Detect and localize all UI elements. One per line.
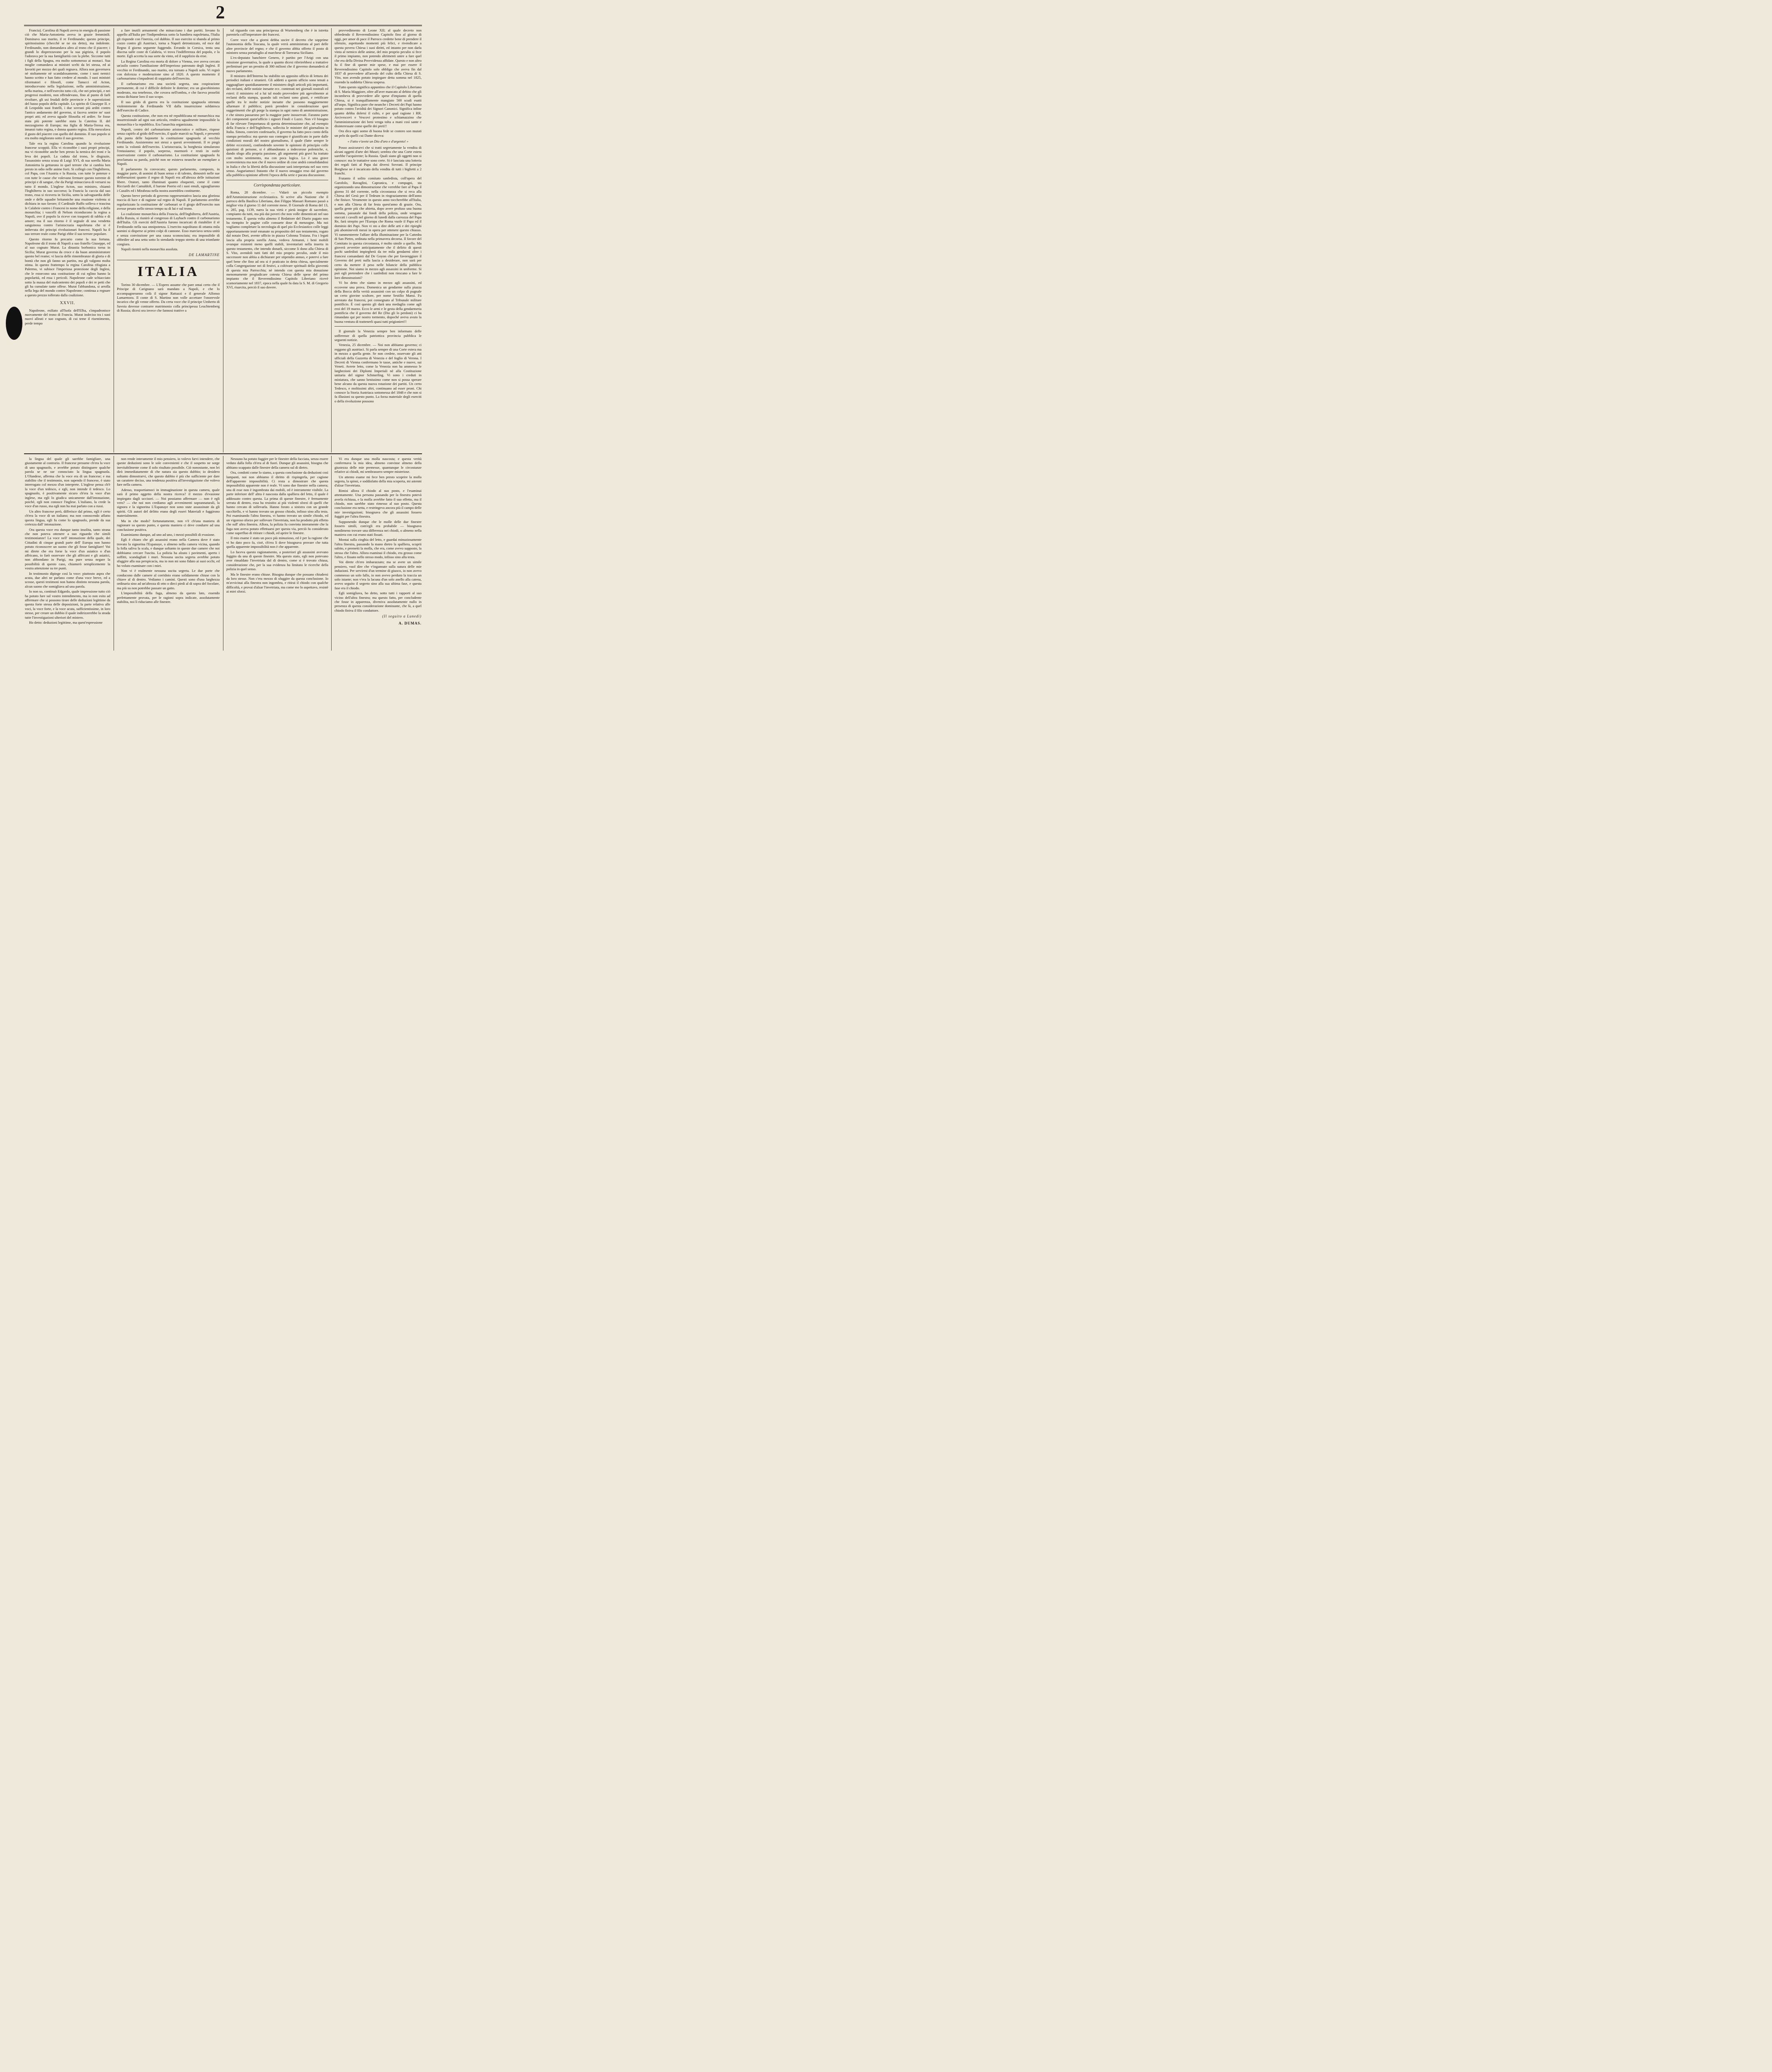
paragraph: Il giornale la Venezia sempre ben informato delle sofferenze di quella patriottica provincia pubblica le seguenti notizie. (335, 329, 422, 342)
paragraph: Supponendo dunque che le molle delle due finestre fossero simili, com'egli era probabile — bisognava nondimeno trovare una differenza nei chiodi, o almeno nella maniera con cui erano stati fissati. (335, 519, 422, 537)
paragraph: Francia). Carolina di Napoli aveva in energia di passione ciò che Maria-Antonietta aveva in grazie femminili. Dominava suo marito, il re Ferdinando; questo principe, spiritosissimo (checchè se ne sia detto), ma indolente. Ferdinando, non domandava altro al trono che il piacere; i grandi lo disprezzavano per la sua pigrizia, il popolo l'adorava per la sua famigliarità con la plebe. Siccome tutti i figli della Spagna, era molto sottomesso ai monaci. Sua moglie comandava ai ministri scelti da lei stessa, ed ai favoriti per mezzo dei quali regnava. Allora non governava nè stoltamente nè scandalosamente, come i suoi nemici hanno scritto e han fatto credere al mondo. I suoi ministri riformatori e filosofi, come Tanucci ed Acton, introducevano nella legislazione, nella amministrazione, nella marina, e nell'esercito tutto ciò, che nei principii, e nei progressi moderni, non offendevano, fino al punto di farli rivoltare, gli usi feudali delle provincie e le superstizioni del basso popolo della capitale. Lo spirito di Giuseppe II. e di Leopoldo suoi fratelli, i due sovrani più arditi contro l'antico andamento del governo, si faceva sentire ne' suoi propri atti; ed aveva uguale filosofia ed ardire. Se fosse stata più potente sarebbe stata la Caterina II. del mezzogiorno di Europa; ma figlia di Maria-Teresa era, innanzi tutto regina, e donna quanto regina. Ella mescolava il gusto del piacere con quello del dominio. Il suo popolo si era molto migliorato sotto il suo governo. (25, 28, 110, 140)
paragraph: Il ministro dell'Interno ha stabilito un apposito ufficio di lettura dei periodici italiani e stranieri. Gli addetti a questo ufficio sono tenuti a ragguagliare quotidianamente il ministero degli articoli più importanti, dei reclami, delle notizie inesatte ecc. contenuti nei giornali nostrali ed esteri: il ministero ed a lui tal modo provvedere più agevolmente ai reclami della stampa, quando tali reclami sono giusti, e rettificare quelle tra le molte notizie inesatte che possono maggiormente allarmare il pubblico; potrà prendere in considerazione quei suggerimenti che gli porge la stampa in ogni ramo di amministrazione, e che sinora passarono per la maggior parte inosservati. Faranno parte dei componenti quest'ufficio i signori Finali e Luzzi. Non v'è bisogno di far rilevare l'importanza di questa determinazione che, ad esempio della Francia e dell'Inghilterra, sollecita le ministre del giornalista in Italia. Sinora, convien confessarlo, il governo ha fatto poco conto della stampa periodica: ma questo suo contegno è giustificato in parte dalle condizioni morali del nostro giornalismo, il quale (fatte sempre le debite eccezioni), confondendo sovente le opinioni di principio colle quistioni di persone, si è abbandonato a indecorose polemiche, e, dando sfogo alla propria passione, gli argomenti più gravi ha trattato con molto sentimento, ma con poca logica. Lo è una grave sconvenienza ma non che il nuovo ordine di cose andrà consolidandosi in Italia e che la libertà della discussione sarà interpretata nel suo vero senso. Auguriamoci fratanto che il nuovo omaggio reso dal governo alla pubblica opinione affretti l'epoca della serie e pacata discussione. (226, 74, 328, 177)
paragraph: Napoli, centro del carbonarismo aristocratico e militare, rispose senza capirlo al grido dell'esercito, il quale marciò su Napoli, e presentò alla punta delle bajonette la costituzione spagnuola al vecchio Ferdinando. Assistemmo noi stessi a questi avvenimenti. Il re piegò sotto la volontà dell'esercito. L'aristocrazia, la borghesia simularono l'entusiasmo; il popolo, sorpreso, mormorò e restò in ostile osservazione contro il carbonarismo. La costituzione spagnuola fu proclamata su parola, poichè non ne esisteva neanche un esemplare a Napoli. (117, 127, 220, 166)
paragraph: Egli somigliava, ho detto, sotto tutti i rapporti al suo vicino dell'altra finestra; ma questo fatto, per concludente che fosse in apparenza, diveniva assolutamente nullo in presenza di questa considerazione dominante, che là, a quel chiodo finiva il filo conduttore. (335, 591, 422, 612)
paragraph: tal riguardo con una principessa di Wurtemberg che è in istretta parentela coll'imperatore dei francesi. (226, 28, 328, 37)
paragraph: Adesso, trasportiamoci in immaginazione in questa camera, quale sarà il primo oggetto della nostra ricerca? il mezzo d'evasione impiegato dagli uccisori. — Noi possiamo affermare — non è egli vero? — che noi non crediamo agli avvenimenti soprannaturali, la signora e la signorina L'Espanaye non sono state assassinate da gli spiriti. Gli autori del delitto erano degli esseri Materiali e fuggirono materialmente. (117, 487, 220, 518)
paragraph: Io non so, continuò Edgardo, quale impressione tutto ciò ha potuto fare sul vostro intendimento, ma io non esito ad affermare che si possono tirare delle deduzioni legittime da questa forte stessa delle deposizioni, la parte relativa alle voci, la voce forte, e la voce acuta, sufficientissime, in loro stesse, per creare un dubbio il quale indirizzerebbe la strada tutte l'investigazioni ulteriori del mistero. (25, 589, 110, 620)
paragraph: Un attento esame mi fece ben presto scoprire la molla segreta, la spinsi, e soddisfatto della mia scoperta, mi astenni d'alzar l'invetriata. (335, 474, 422, 488)
paragraph: Un altro francese però, differisce dal primo, egli è certo ch'era la voce di un italiano; ma non conoscendo affatto questa lingua, egli fu come lo spagnuolo, prende da sua certezza dall' intonazione. (25, 509, 110, 527)
upper-column-1 (25, 28, 110, 453)
paragraph: Ora dica ogni uomo di buona fede se costoro son mutati un pelo da quelli cui Dante diceva: (335, 129, 422, 138)
column-divider (331, 28, 332, 453)
section-title-italia: ITALIA (137, 264, 199, 279)
lower-column-4 (335, 457, 422, 651)
paragraph: Questo ritorno fu precario come la sua fortuna. Napoleone dà il trono di Napoli a suo fratello Giuseppe, ed al suo cognato Murat. La dinastia borbonica torna in Sicilia; Murat governa da croce e da buon amministratore questo bel reame; vi lascia delle rimembranze di gloria e di bontà che non gli fanno un partito, ma gli valgono molta stima. In questo frattempo la regina Carolina rifugiata a Palermo, vi subisce l'imperiosa protezione degli Inglesi, che le estorcono una costituzione di cui eglino hanno la popolarità, ed essa i pericoli. Napoleone cade schiacciato sotto la massa del malcontento dei popoli e dei re petti che gli ha cumulate tante offese. Murat l'abbandona, si arrolla nella lega del mondo contro Napoleone; continua a regnare a questo prezzo tollerato dalla coalizione. (25, 237, 110, 297)
paragraph: Vi ho detto che siamo in mezzo agli assassini, ed eccovene una prova. Domenica un gendarme sulla piazza della Bocca della verità assassinò con un colpo di pugnale un certo giovine scultore, per nome Sestilio Mansi. Fu arrestato dai francesi, poi consegnato al Tribunale militare pontificio. È così questo gli darà una medaglia come agli eroi del 19 marzo. Ecco le armi e le gesta della gendarmeria pontificia che il governo del Re (Dio gli lo perdoni) ci ha rimandato qui per nostro tormento, dopoché aveva avuto la buona ventura di trattenerli quasi tutti prigionieri!! (335, 281, 422, 324)
lower-column-3 (226, 457, 328, 651)
paragraph: L'impossibilità della fuga, almeno da questo lato, essendo perfettamente provata, per le ragioni sopra indicate, assolutamente stabilita, noi lì riduciamo alle finestre. (117, 591, 220, 604)
paragraph: Torino 30 dicembre. — L'Espero assume che pare omai certo che il Principe di Carignano sarà mandato a Napoli, e che lo accompagneranno colà il signor Rattazzi e il generale Alfonso Lamarmora. Il conte di S. Martino non volle accettare l'onorevole incarico che gli venne offerto. Da certa voce che il principe Umberto di Savoia dovesse contrarre matrimonio colla principessa Leuchtemberg di Russia; dicesi ora invece che fannosi trattive a (117, 282, 220, 313)
paragraph: Nessuno ha potuto fuggire per le finestre della facciata, senza essere veduto dalla folla ch'era al di fuori. Dunque gli assassini, bisogna che abbiano scappato dalle finestre della camera sul di dietro. (226, 457, 328, 470)
paragraph: Rimisi allora il chiodo al suo posto, e l'esaminai attentamente. Una persona passando per la finestra potevà averla richiusa, e la molla avrebbe fatto il suo effetto, ma il chiodo, non sarebbe stato rimesso al suo posto. Questa conclusione era netta, e restringeva ancora più il campo delle mie investigazioni; bisognava che gli assassini fossero fuggiti per l'altra finestra. (335, 488, 422, 519)
paragraph: provvedimento di Leone XII; al quale decreto non obbedendo il Reverendissimo Capitolo fino al giorno di oggi, per amor di pace il Parroco credette bene di prendere il silenzio, aspettando momenti più felici, e rivendicare a questa povera Chiesa i suoi diritti, ed intanto per non darla vinta al nemico delle anime, del mio proprio peculio si fece il primo impianto, non potendo altrimenti unire a fare quel che era della Divina Provvidenza affidate. Questo e non altro fu il fine di queste mie spese, e mai per essere il Reverendissimo Capitolo solo obbligo che aveva fin dal 1837 di provvedere all'arredo del culto della Chiesa di S. Vito, non avendo potuto impiegare detta somma nel 1825, essendo la suddetta Chiesa sospesa. (335, 28, 422, 84)
paragraph: Corre voce che a giorni debba uscire il decreto che sopprime l'autonomia della Toscana, la quale verrà amministrata al pari delle altre provincie del regno; e che il governo abbia offerto il posto di ministro senza portafoglio al marchese di Torrearsa Siciliano. (226, 37, 328, 55)
lower-column-1 (25, 457, 110, 651)
page-number: 2 (216, 2, 225, 22)
upper-column-2 (117, 28, 220, 453)
paragraph: Lo faceva questo ragionamento, a posteriori gli assassini avevano fuggito da una di queste finestre. Ma questo stato, egli non potevano aver rinsaldato l'invetriata dal di dentro, come si è trovato chiusa, considerazione che, per la sua evidenza ha limitato le ricerche della polizia in quel senso. (226, 549, 328, 571)
feuilleton-rule (24, 453, 422, 454)
newspaper-page (0, 0, 441, 656)
paragraph: Questo breve periodo di governo rappresentativo lascia una gloriosa traccia di luce e di ragione sul regno di Napoli. Il parlamento avrebbe regolarizzato la costituzione de' carbonari se il giogo dell'esercito non avesse pesato nello stesso tempo su di lui e sul trono. (117, 194, 220, 211)
header-rule (24, 25, 422, 26)
paragraph: Il mio esame è stato un poco più minuzioso, ed è per la ragione che vi ho dato poco fa, cioè, ch'era lì dove bisognava provare che tutta quella apparente impossibilità non è che apparente. (226, 536, 328, 549)
column-divider (331, 456, 332, 651)
paragraph: non rende interamente il mio pensiero, io volevo farvi intendere, che queste deduzioni sono le sole convenienti e che il sospetto ne sorge inevitabilmente come il solo risultato possibile. Ciò nonostante, non lei dirò immediatamente di che natura sia questo dubbio; io desidero soltanto dimostrarvi, che questo dubbio è più che sufficiente per dare un carattere deciso, una tendenza positiva all'investigazione che volevo fare nella camera. (117, 457, 220, 487)
paragraph: Napoli rientrò nella monarchia assoluta. (121, 247, 178, 251)
paragraph: Esaminiamo dunque, ad uno ad uno, i mezzi possibili di evasione. (121, 532, 215, 537)
paragraph: Napoleone, esiliato all'Isola dell'Elba, s'impadronisce nuovamente del trono di Francia. Murat indeciso tra i suoi nuovi alleati e suo cognato, di cui teme il risentimento, perde tempo (25, 308, 110, 325)
paragraph: Non vi è realmente nessuna uscita segreta. Le due porte che conducono dalle camere al corridoio erano solidamente chiuse con la chiave al di dentro. Vediamo i camini. Questi sono d'una larghezza ordinaria sino ad un'altezza di otto o dieci piedi al di sopra del focolare, ma più su non potrebbe passare un gatto. (117, 569, 220, 590)
paragraph: Ho detto: deduzioni legittime, ma quest'espressione (29, 620, 103, 625)
paragraph: Posso assicurarvi che si tratti segretamente la vendita di alcuni oggetti d'arte dei Musei; sembra che una Corte estera sarebbe l'acquirente; la Russia. Quali siano gli oggetti non si conosce: ma le trattative sono certe. Si è lanciata una lotteria dei regali fatti al Papa dai diversi Sovrani. Il principe Borghese ne è incaricato della vendita di tutti i biglietti a 2 franchi. (335, 145, 422, 175)
paragraph: La Regina Carolina era morta di dolore a Vienna, ove aveva cercato un'asilo contro l'umiliazione dell'imperioso patronato degli Inglesi. Il vecchio re Ferdinando, suo marito, era tornato a Napoli solo. Vi regnò con dolcezza e moderazione sino al 1820. A questo momento il carbonarismo s'impadronì di soppiatto dell'esercito. (117, 59, 220, 81)
paragraph: Roma, 28 dicembre. — Vidarò un piccolo esempio dell'Amministrazione ecclesiastica. Si scrive alla Nazione che il parroco della Basilica Liberiana, don Filippo Massari Romano passò a miglior vita il giorno 11 del corrente mese. Il Giornale di Roma del 13, n. 285, pag. 1139, narra la sua virtù e pietà insigne di sacerdote, compianto da tutti, ma più dai poveri che non volle dimenticati nel suo testamento. È questa volta almeno il Redattore del Diario pagato non ha riempito le pagine colle consuete dose di menzogne. Ma noi vogliamo completare la necrologia di quel pio Ecclesiastico colle leggi opportunamente testé emanate su propositio del suo testamento, rogato dal notaio Dori, avente ufficio in piazza Colonna Traiana. Fra i legati lascia alla propria sorella Anna, vedova Armanni, i beni mobili ovunque esistenti meno quelli stabili, inventariati nella inserta in questo testamento, che intendo donarli, siccome li dono alla Chiesa di S. Vito, avendoli tutti fatti del mio proprio peculio, onde il mio successore non abbia a dichiarare per stipendio annuo, e potervi a fare quel bene che fino ad ora si è praticato in detta chiesa, specialmente colla Congregazione nei dì festivi, a coltivare spirituali della gioventù di questa mia Parrocchia; nè intendo con questa mia donazione menomamente pregiudicare cotesta Chiesa delle spese del primo impianto che il Reverendissimo Capitolo Liberiano ricevè scamoriamente nel 1837, epoca nella quale fu data la S. M. di Gregorio XVI, risarcita, perciò il suo dovere. (226, 190, 328, 290)
ink-blot (6, 307, 22, 340)
upper-column-4 (335, 28, 422, 453)
paragraph: Questa costituzione, che non era nè repubblicana nè monarchica ma insurrezionale ad ogni suo articolo, rendeva ugualmente impossibile la monarchia e la repubblica. Era l'anarchia organizzata. (117, 113, 220, 126)
paragraph: Ma le finestre erano chiuse. Bisogna dunque che possano chiudersi da loro stesse. Non c'era mezzo di sfuggire da questa conclusione. Io m'avvicinai alla finestra non ingombra, e ritirai il chiodo con qualche difficoltà, e provai d'alzar l'invetriata, ma come me lo aspettavo, resistè ai miei sforzi. (226, 572, 328, 594)
paragraph: Il carbonarismo era una società segreta, una cospirazione permanente, di cui è difficile definire le dottrine; era un giacobinismo moderato, ma tenebroso, che covava nell'ombra, e che faceva proseliti senza dichiarar loro il suo scopo. (117, 81, 220, 99)
paragraph: In testimonio dipinge così la voce: piuttosto aspra che acuta, due altri ne parlano come d'una voce breve, ed a scosse, questi testimoni non hanno distinto nessuna parola, alcun suono che somigliava ad una parola. (25, 571, 110, 588)
paragraph: La coalizione monarchica della Francia, dell'Inghilterra, dell'Austria, della Russia, si riunirò al congresso di Laybach contro il carbonarismo dell'Italia. Gli eserciti dell'Austria furono incaricati di ristabilire il rè Ferdinando nella sua onnipotenza. L'esercito napolitano di ottanta mila uomini si disperse ai primi colpi di cannone. Esso marciava senza unità e senza convinzione per una causa sconosciuta; era impossibile di obbedire ad una setta sotto lo stendardo troppo stretto di una trionfante congiura. (117, 211, 220, 246)
paragraph: Il parlamento fu convocato; questo parlamento, composto, in maggior parte, di uomini di buon senso e di talento, dimostrò nelle sue deliberazioni quanto il regno di Napoli era all'altezza delle istituzioni libere. Oratori, tanto illuminati quanto eloquenti, come il conte Ricciardi dei Camaldoli, il barone Poerio ed i suoi emuli, uguagliarono i Cazalès ed i Mirabeau nella nostra assemblea costituente. (117, 167, 220, 193)
paragraph: Venezia, 25 dicembre. — Noi non abbiamo governo; ci reggono gli austriaci. Si parla sempre di una Corte estera ma in mezzo a quella gente. Se non credete, osservate gli atti ufficiali della Gazzetta di Venezia e del foglio di Verona. I Decreti di Vienna confermano le tasse, antiche e nuove, sui Veneti. Avrete letto, come la Venezia non ha ammesso le larghezioni dei Diplomi Imperiali nè alla Costituzione unitaria del signor Schmerling. Vi sono i creduti in miniatura, che sanno benissimo come non si possa sperare bene alcuno da questa nuova rotazione dei partiti. Un certo Tedesco, e moltissimi altri, continuano ad esser proni. Chi conosce la Storia Austriaca sottomessa del 1848 e che non si fa illusioni su questo punto. La forza materiale degli eserciti o della rivoluzione possono (335, 343, 422, 403)
paragraph: Ma in che modo? fortunatamente, non v'è ch'una maniera di ragionare su questo punto, e questa maniera ci deve condurre ad una conclusione positiva. (117, 518, 220, 532)
section-heading: Corrispondenza particolare. (253, 183, 301, 188)
lower-column-2 (117, 457, 220, 651)
paragraph: Voi direte ch'ero imbarazzato; ma se avete un simile pensiero, vuol dire che v'ingannate sulla natura delle mie induzioni. Per servirmi d'un termine di giuoco, io non avevo commesso un solo fallo, io non avevo perduto la traccia un solo istante; non v'era la lacuna d'un solo anello alla catena, avevo seguito il segreto sino alla sua ultima fase, e questa fase era il chiodo. (335, 560, 422, 590)
paragraph: Vi era dunque una molla nascosta; e questa verità confermava la mia idea, almeno convinse almeno della giustezza delle mie premesse, quantunque le circostanze relative ai chiodi, mi sembrassero sempre misteriose. (335, 457, 422, 474)
quotation: « Fatto v'avete un Dio d'oro e d'argento! » (347, 139, 409, 144)
upper-column-3 (226, 28, 328, 453)
paragraph: Ora, condotti come lo siamo, a questa conclusione da deduzioni così lampanti, noi non abbiamo il diritto di rispingerla, per cagione dell'apparente impossibilità. Ci resta a dimostrare che questa impossibilità apparente non è reale. Vi sono due finestre nella camera; una di esse non è ingombrata dai mobili, ed è interamente visibile. La parte inferiore dell' altra è nascosta dalla spalliera del letto, il quale è addossato contro questa. La prima di queste finestre, è fermamente serrata di dentro, essa ha resistito ai più violenti sforzi di quelli che hanno cercato di sollevarla. Hanno forato a sinistra con un grande succhiello, e vi hanno trovato un grosso chiodo, infisso sino alla testa. Poi esaminando l'altra finestra, vi hanno trovato un simile chiodo, ed un vigoroso sforzo per sollevare l'invetriata, non ha prodotto più effetto che sull' altra finestra. Allora, la polizia fu convinta interamente che la fuga non aveva potuto effettuarsi per questa via, perciò fu considerato come superfluo di ritirare i chiodi, ed aprire le finestre. (226, 470, 328, 535)
author-signature: DE LAMARTINE (189, 253, 220, 257)
author-signature: A. DUMAS. (398, 621, 422, 625)
section-heading: XXVII. (60, 301, 75, 306)
paragraph: Il suo grido di guerra era la costituzione spagnuola ottenuta violentemente da Ferdinando VII dalla insurrezione soldatesca dell'esercito di Cadice. (117, 99, 220, 113)
continuation-note: (Il seguito a Lunedì) (382, 614, 422, 619)
paragraph: a fare inutili armamenti che minacciano i due partiti. Invano fa appello all'Italia per l'indipendenza sotto la bandiera napoletana, l'Italia gli risponde con l'inerzia, col dubbio. Il suo esercito si sbanda al primo cozzo contro gli Austriaci, torna a Napoli detronizzato, ed esce dal Regno il giorno seguente fuggendo. Errando in Corsica, tenta una discesa sulle coste di Calabria, vi trova l'indifferenza del popolo, e la morte. Egli accetta la sua sorte da vinto, ed il supplizio da eroe. (117, 28, 220, 58)
paragraph: Fratanto il solito comitato sanfedista, coll'opera del Garofolo, Ravaglini, Capranica, e compagni, sta organizzando una dimostrazione che verrebbe fare al Papa il giorno 31 del corrente, nella circostanza che si reca alla Chiesa del Gesù per il Tedeum in ringraziamento dell'anno che finisce. Veramente in questo anno toccherebbe all'Italia, e non alla Chiesa di far festa quest'anno di grazie. Ora, quella gente più che abietta, dopo avere profuso una buona somma, passatale dai fondi della polizia, onde vengano staccati i cavalli nel giorno di lunedì dalla carrozza del Papa Re, farà strepito per l'Europa che Roma vuole il Papa ed il dominio dei Papi. Non vi sto a dire delle arti e dei ripieghi più abominevoli messi in opera per ottenere questo chiasso. Vi rammenterete l'affare della illuminazione per la Cattedra di San Pietro, ordinata nella primavera decorsa. Il favore del Comitato in questa circostanza, è molto simile a quello. Ma gioverà avvertire anticipatamente che il delirio di questi pochi sanfedisti impiegherà da tre mila gendarmi oltre i francesi comandanti dal De Goyon che per favoreggiare il Governo del preti nulla lascia a desiderare, non sarà per certo da mettere il peso nelle bilancie della pubblica opinione. Noi siamo in mezzo agli assassini in uniforme. Si può egli pretendere che i sanfedisti non riescano a fare le loro dimostrazioni? (335, 176, 422, 280)
paragraph: Tale era la regina Carolina quando la rivoluzione francese scoppiò. Ella vi riconobbe i suoi propri principi, ma vi riconobbe anche ben presto la nemica dei troni e la leva dei popoli. La caduta dal trono, le disgrazie, l'assassinio senza scusa di Luigi XVI, di sua sorella Maria Antonietta la gettarono in quel terrore che si cambia ben presto in odio nelle anime forti. Si collegò con l'Inghilterra, col Papa, con l'Austria e la Russia, con tutte le potenze e con tutte le cause che volevano fermare questo torrente di principi e di sangue, che da Parigi minacciava di versarsi su tutto il mondo. L'inglese Acton, suo ministro, chiamò l'Inghilterra in suo soccorso; la Francia la caccia dal suo trono, essa si ricovera in Sicilia, sotto la salvaguardia delle onde e delle squadre britanniche una reazione violenta si dichiara in suo favore; il Cardinale Ruffo solleva e trascina le Calabrie contro i Francesi in nome della religione, e della monarchia; i vascelli di Nelson riconducono la regina a Napoli, ove il popolo la riceve con trasporti di rabbia e di amore; ma il suo ritorno è il segnale di una vendetta sanguinosa contro l'aristocrazia napoletana che si è imbevuta dei principi rivoluzionari francesi. Napoli ha il suo terrore reale come Parigi ebbe il suo terrore popolare. (25, 141, 110, 236)
paragraph: Montai sulla cinghia del letto, e guardai minuziosamente l'altra finestra, passando la mano dietro la spalliera, scoprii subito, e premetti la molla, che era, come avevo supposto, la stessa che l'altra. Allora esaminai il chiodo, era grosso come l'altro, e fissato nello stesso modo, infisso sino alla testa. (335, 537, 422, 559)
paragraph: L'ex-deputato banchiere Genero, è partito per l'Arigi con una missione governativa, la quale a quanto dicesi riferirebbesi a trattative preliminari per un prestito di 300 milioni che il governo domanderà al nuovo parlamento. (226, 56, 328, 73)
separator (335, 326, 422, 327)
paragraph: Egli è chiaro che gli assassini erano nella Camera dove è stato trovato la signorina l'Espanaye, o almeno nella camera vicina, quando la folla saliva la scala, e dunque soltanto in queste due camere che noi dobbiamo cercare l'uscita. La polizia ha alzato i pavimenti, aperto i soffitti, scandagliati i muri. Nessuna uscita segreta avrebbe potuto sfuggire alla sua perspicacia, ma io non mi sono fidato ai suoi occhi, ed ho voluto esaminare con i miei. (117, 537, 220, 568)
paragraph: Tutto questo significa appuntino che il Capitolo Liberiano di S. Maria Maggiore, oltre all'aver mancato al debito che gli incombeva di provvedere alle spese d'impianto di quella Chiesa, si è tranquillamente mangiato 500 scudi esatti all'uopo. Significa pure che neanche i Decreti dei Papi hanno potuto contro l'avidità dei Signori Canonici. Significa infine quanto debba dolersi il culto, e per qual ragione i RR. Arcivescovi e Vescovi protestino e schiamazzino che l'amministrazione dei beni venga tolta a mani così sante e disinteressate come quelle dei preti!! (335, 85, 422, 128)
paragraph: la lingua del quale gli sarebbe famigliare, una giustamente al contrario. Il francese presume ch'era la voce di uno spagnuolo, e avrebbe potuto distinguere qualche parola se ne sse conosciuto la lingua spagnuola. L'Olandese, afferma che la voce era di un francese; e ma stabilito che il testimonio, non sapendo il francese, è stato interrogato col mezzo d'un interprete. L'inglese pensa ch'è la voce d'un tedesco, e egli, non intende il tedesco. Lo spagnuolo, è positivamente sicuro ch'era la voce d'un inglese, ma egli lo giudica unicamente dall'intonazione, poichè, egli non conosce l'inglese. L'italiano, la crede la voce d'un russo, ma egli non ha mai parlato con a russi. (25, 457, 110, 508)
paragraph: Ora questa voce era dunque tanto insolita, tanto strana che non poteva ottenere a suo riguardo che simili testimonianze! La voce nell' intonazione della quale, dei Cittadini di cinque grandi parte dell' Europa non hanno potuto riconoscere un suono che gli fosse famigliare! Voi mi direte che era forse la voce d'un asiatico o d'un affricano, io farò osservare che gli affricani e gli asiatici, non abbondano in Parigi, ma pure senza negare la possibilità di questo caso, chiamerò semplicemente la vostra attenzione su tre punti. (25, 527, 110, 571)
